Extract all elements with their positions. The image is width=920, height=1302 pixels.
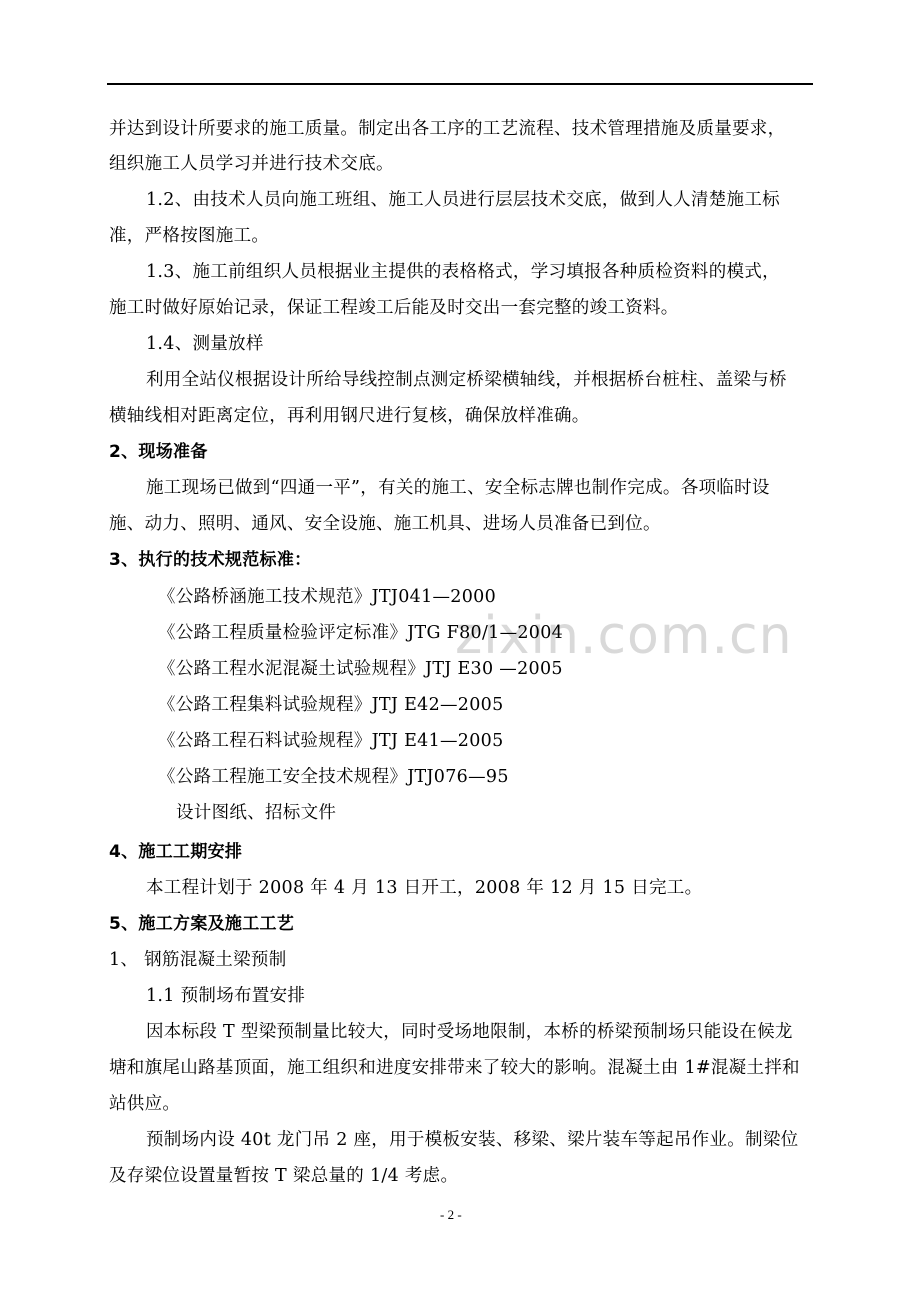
section-heading: 5、施工方案及施工工艺 [109,914,295,934]
standard-item: 《公路工程石料试验规程》JTJ E41—2005 [158,731,504,751]
paragraph-line: 预制场内设 40t 龙门吊 2 座，用于模板安装、移梁、梁片装车等起吊作业。制梁位 [146,1130,799,1150]
paragraph-line: 并达到设计所要求的施工质量。制定出各工序的工艺流程、技术管理措施及质量要求， [109,119,786,139]
paragraph-line: 组织施工人员学习并进行技术交底。 [109,154,394,174]
standard-item: 《公路工程集料试验规程》JTJ E42—2005 [158,695,504,715]
standard-item: 设计图纸、招标文件 [176,803,337,823]
subheading: 1.1 预制场布置安排 [146,986,306,1006]
paragraph-line: 因本标段 T 型梁预制量比较大，同时受场地限制，本桥的桥梁预制场只能设在候龙 [146,1022,793,1042]
paragraph-line: 利用全站仪根据设计所给导线控制点测定桥梁横轴线，并根据桥台桩柱、盖梁与桥 [146,370,787,390]
standard-item: 《公路工程质量检验评定标准》JTG F80/1—2004 [158,623,564,643]
paragraph-line: 1.3、施工前组织人员根据业主提供的表格格式，学习填报各种质检资料的模式， [146,262,780,282]
section-heading: 3、执行的技术规范标准： [109,550,312,570]
standard-item: 《公路工程水泥混凝土试验规程》JTJ E30 —2005 [158,659,563,679]
page-number: - 2 - [440,1207,462,1222]
section-heading: 4、施工工期安排 [109,842,243,862]
paragraph-line: 施、动力、照明、通风、安全设施、施工机具、进场人员准备已到位。 [109,514,661,534]
paragraph-line: 本工程计划于 2008 年 4 月 13 日开工，2008 年 12 月 15 日完工。 [146,878,703,898]
paragraph-line: 1.2、由技术人员向施工班组、施工人员进行层层技术交底，做到人人清楚施工标 [146,190,780,210]
subheading: 1.4、测量放样 [146,334,264,354]
standard-item: 《公路工程施工安全技术规程》JTJ076—95 [158,767,509,787]
watermark: zixin.com.cn [455,606,793,666]
paragraph-line: 准，严格按图施工。 [109,226,270,246]
subheading: 1、 钢筋混凝土梁预制 [109,950,287,970]
paragraph-line: 施工现场已做到“四通一平”，有关的施工、安全标志牌也制作完成。各项临时设 [146,478,770,498]
paragraph-line: 施工时做好原始记录，保证工程竣工后能及时交出一套完整的竣工资料。 [109,298,679,318]
paragraph-line: 及存梁位设置量暂按 T 梁总量的 1/4 考虑。 [109,1166,459,1186]
section-heading: 2、现场准备 [109,442,208,462]
standard-item: 《公路桥涵施工技术规范》JTJ041—2000 [158,587,497,607]
paragraph-line: 站供应。 [109,1094,181,1114]
paragraph-line: 塘和旗尾山路基顶面，施工组织和进度安排带来了较大的影响。混凝土由 1#混凝土拌和 [109,1058,800,1078]
paragraph-line: 横轴线相对距离定位，再利用钢尺进行复核，确保放样准确。 [109,406,590,426]
header-rule [107,83,813,85]
